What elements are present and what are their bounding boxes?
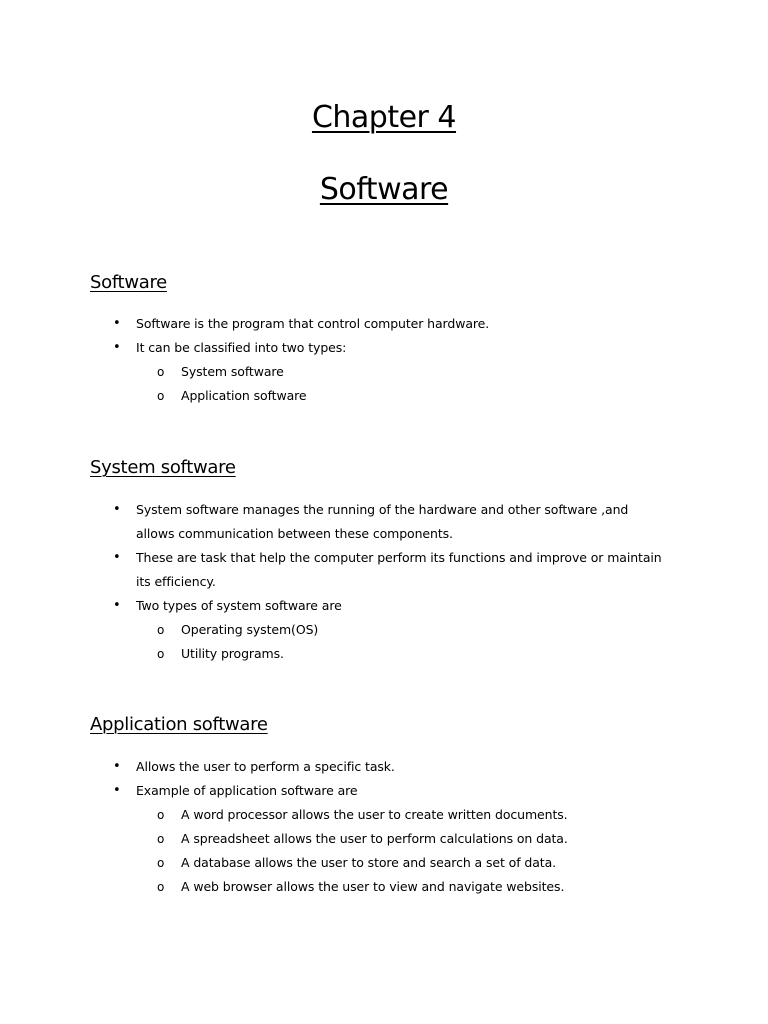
circle-bullet-icon: o	[157, 623, 165, 637]
list-item-text: Two types of system software are	[136, 598, 342, 613]
section-list-system-software	[0, 498, 768, 666]
sub-list-item-text: Operating system(OS)	[181, 622, 319, 637]
sub-list-item	[0, 875, 768, 899]
section-heading-software: Software	[90, 272, 167, 293]
bullet-icon: •	[113, 316, 121, 331]
list-item-text: System software manages the running of the hardware and other software ,and allows communication between these components.	[136, 502, 629, 541]
bullet-icon: •	[113, 340, 121, 355]
section-heading-application-software: Application software	[90, 714, 268, 735]
sub-list-item	[0, 827, 768, 851]
bullet-icon: •	[113, 550, 121, 565]
circle-bullet-icon: o	[157, 647, 165, 661]
list-item	[0, 779, 768, 803]
sub-list-item	[0, 618, 768, 642]
chapter-title: Chapter 4	[311, 100, 457, 135]
list-item-text: Allows the user to perform a specific task.	[136, 759, 395, 774]
sub-list-item	[0, 851, 768, 875]
circle-bullet-icon: o	[157, 808, 165, 822]
circle-bullet-icon: o	[157, 389, 165, 403]
circle-bullet-icon: o	[157, 856, 165, 870]
circle-bullet-icon: o	[157, 880, 165, 894]
sub-list-item-text: A database allows the user to store and search a set of data.	[181, 855, 556, 870]
sub-list-item-text: Application software	[181, 388, 307, 403]
bullet-icon: •	[113, 783, 121, 798]
list-item	[0, 755, 768, 779]
list-item-text: Example of application software are	[136, 783, 358, 798]
sub-list-item-text: A spreadsheet allows the user to perform calculations on data.	[181, 831, 568, 846]
section-heading-system-software: System software	[90, 457, 236, 478]
list-item-text: These are task that help the computer perform its functions and improve or maintain its efficiency.	[136, 550, 662, 589]
sub-list-item	[0, 642, 768, 666]
sub-list-item	[0, 360, 768, 384]
circle-bullet-icon: o	[157, 365, 165, 379]
list-item-text: It can be classified into two types:	[136, 340, 347, 355]
document-title: Software	[319, 172, 449, 207]
list-item	[0, 336, 768, 360]
list-item	[0, 546, 768, 594]
list-item	[0, 498, 768, 546]
sub-list-item-text: Utility programs.	[181, 646, 284, 661]
bullet-icon: •	[113, 598, 121, 613]
circle-bullet-icon: o	[157, 832, 165, 846]
sub-list-item-text: A word processor allows the user to create written documents.	[181, 807, 568, 822]
list-item	[0, 312, 768, 336]
section-list-application-software	[0, 755, 768, 899]
section-list-software	[0, 312, 768, 408]
list-item	[0, 594, 768, 618]
sub-list-item	[0, 384, 768, 408]
bullet-icon: •	[113, 502, 121, 517]
sub-list-item	[0, 803, 768, 827]
bullet-icon: •	[113, 759, 121, 774]
sub-list-item-text: System software	[181, 364, 284, 379]
list-item-text: Software is the program that control computer hardware.	[136, 316, 490, 331]
sub-list-item-text: A web browser allows the user to view and navigate websites.	[181, 879, 565, 894]
